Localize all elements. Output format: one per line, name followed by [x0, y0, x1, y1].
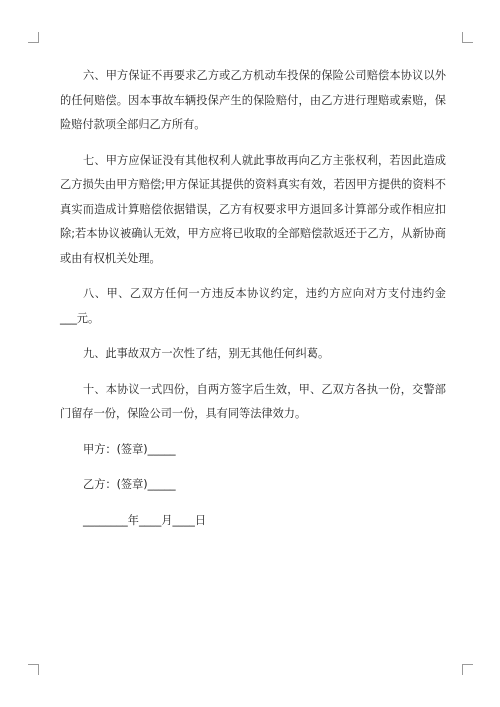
- clause-6: 六、甲方保证不再要求乙方或乙方机动车投保的保险公司赔偿本协议以外的任何赔偿。因本事故车辆投保产生的保险赔付，由乙方进行理赔或索赔，保险赔付款项全部归乙方所有。: [60, 69, 446, 131]
- document-body: [60, 64, 446, 544]
- date-line: ________年____月____日: [83, 513, 207, 527]
- clause-8: 八、甲、乙双方任何一方违反本协议约定，违约方应向对方支付违约金___元。: [60, 287, 446, 325]
- signature-party-b: 乙方：(签章)_____: [83, 478, 176, 491]
- crop-mark-bottom-right: [462, 664, 473, 675]
- clause-7: 七、甲方应保证没有其他权利人就此事故再向乙方主张权利，若因此造成乙方损失由甲方赔偿;甲方保证其提供的资料真实有效，若因甲方提供的资料不真实而造成计算赔偿依据错误，乙方有权要求甲方退回多计算部分或作相应扣除;若本协议被确认无效，甲方应将已收取的全部赔偿款返还于乙方，从新协商或由有权机关处理。: [60, 153, 446, 265]
- crop-mark-bottom-left: [28, 664, 39, 675]
- clause-10: 十、本协议一式四份，自两方签字后生效，甲、乙双方各执一份，交警部门留存一份，保险公司一份，具有同等法律效力。: [60, 382, 446, 420]
- crop-mark-top-left: [28, 32, 39, 43]
- clause-9: 九、此事故双方一次性了结，别无其他任何纠葛。: [83, 347, 330, 360]
- signature-party-a: 甲方：(签章)_____: [83, 442, 176, 456]
- crop-mark-top-right: [462, 32, 473, 43]
